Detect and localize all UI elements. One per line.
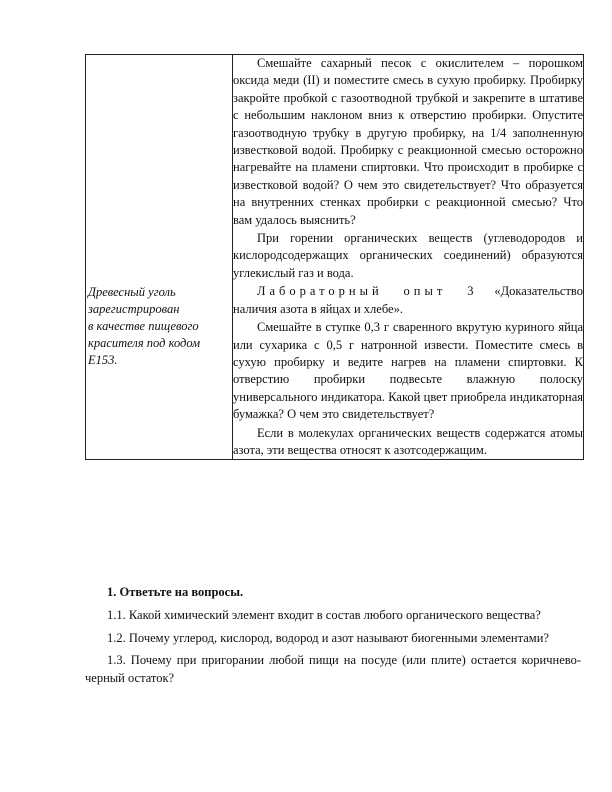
side-note bbox=[86, 284, 232, 369]
experiment-3-procedure: Смешайте в ступке 0,3 г сваренного вкрутую куриного яйца или сухарика с 0,5 г натронной извести. Поместите смесь в сухую пробирку и ведите нагрев на пламени спиртовки. К отверстию пробирки подвесьте влажную полоску универсального индикатора. Какой цвет приобрела индикаторная бумажка? О чем это свидетельствует? bbox=[233, 320, 583, 422]
combustion-conclusion: При горении органических веществ (углеводородов и кислородсодержащих органических соединений) образуются углекислый газ и вода. bbox=[233, 231, 583, 280]
question-item: 1.1. Какой химический элемент входит в состав любого органического вещества? bbox=[107, 608, 541, 623]
table-row bbox=[86, 55, 584, 460]
content-table bbox=[85, 54, 584, 460]
questions-section bbox=[85, 584, 581, 692]
questions-heading: 1. Ответьте на вопросы. bbox=[107, 585, 244, 599]
side-note-line: зарегистрирован bbox=[88, 302, 180, 316]
experiment-2-procedure: Смешайте сахарный песок с окислителем – порошком оксида меди (II) и поместите смесь в сухую пробирку. Пробирку закройте пробкой с газоотводной трубкой и закрепите в штативе с небольшим наклоном вниз к отверстию пробирки. Опустите газоотводную трубку в другую пробирку, на 1/4 заполненную известковой водой. Пробирку с реакционной смесью осторожно нагревайте на пламени спиртовки. Что происходит в пробирке с известковой водой? О чем это свидетельствует? Что образуется на внутренних стенках пробирки с реакционной смесью? Что вам удалось выяснить? bbox=[233, 56, 583, 227]
side-note-line: красителя под кодом bbox=[88, 336, 201, 350]
instructions-cell bbox=[233, 55, 584, 460]
experiment-3-label: Лабораторный опыт 3 bbox=[257, 284, 478, 299]
side-note-line: Е153. bbox=[88, 353, 118, 367]
experiment-3-name: «Доказательство наличия азота в яйцах и хлебе». bbox=[233, 284, 583, 316]
question-item: 1.2. Почему углерод, кислород, водород и азот называют биогенными элементами? bbox=[107, 630, 549, 645]
left-note-cell bbox=[86, 55, 233, 460]
nitrogen-conclusion: Если в молекулах органических веществ содержатся атомы азота, эти вещества относят к азотсодержащим. bbox=[233, 425, 583, 457]
side-note-line: Древесный уголь bbox=[88, 285, 176, 299]
question-item: 1.3. Почему при пригорании любой пищи на посуде (или плите) остается коричнево-черный остаток? bbox=[85, 653, 581, 685]
experiment-3-title bbox=[233, 283, 583, 318]
side-note-line: в качестве пищевого bbox=[88, 319, 199, 333]
